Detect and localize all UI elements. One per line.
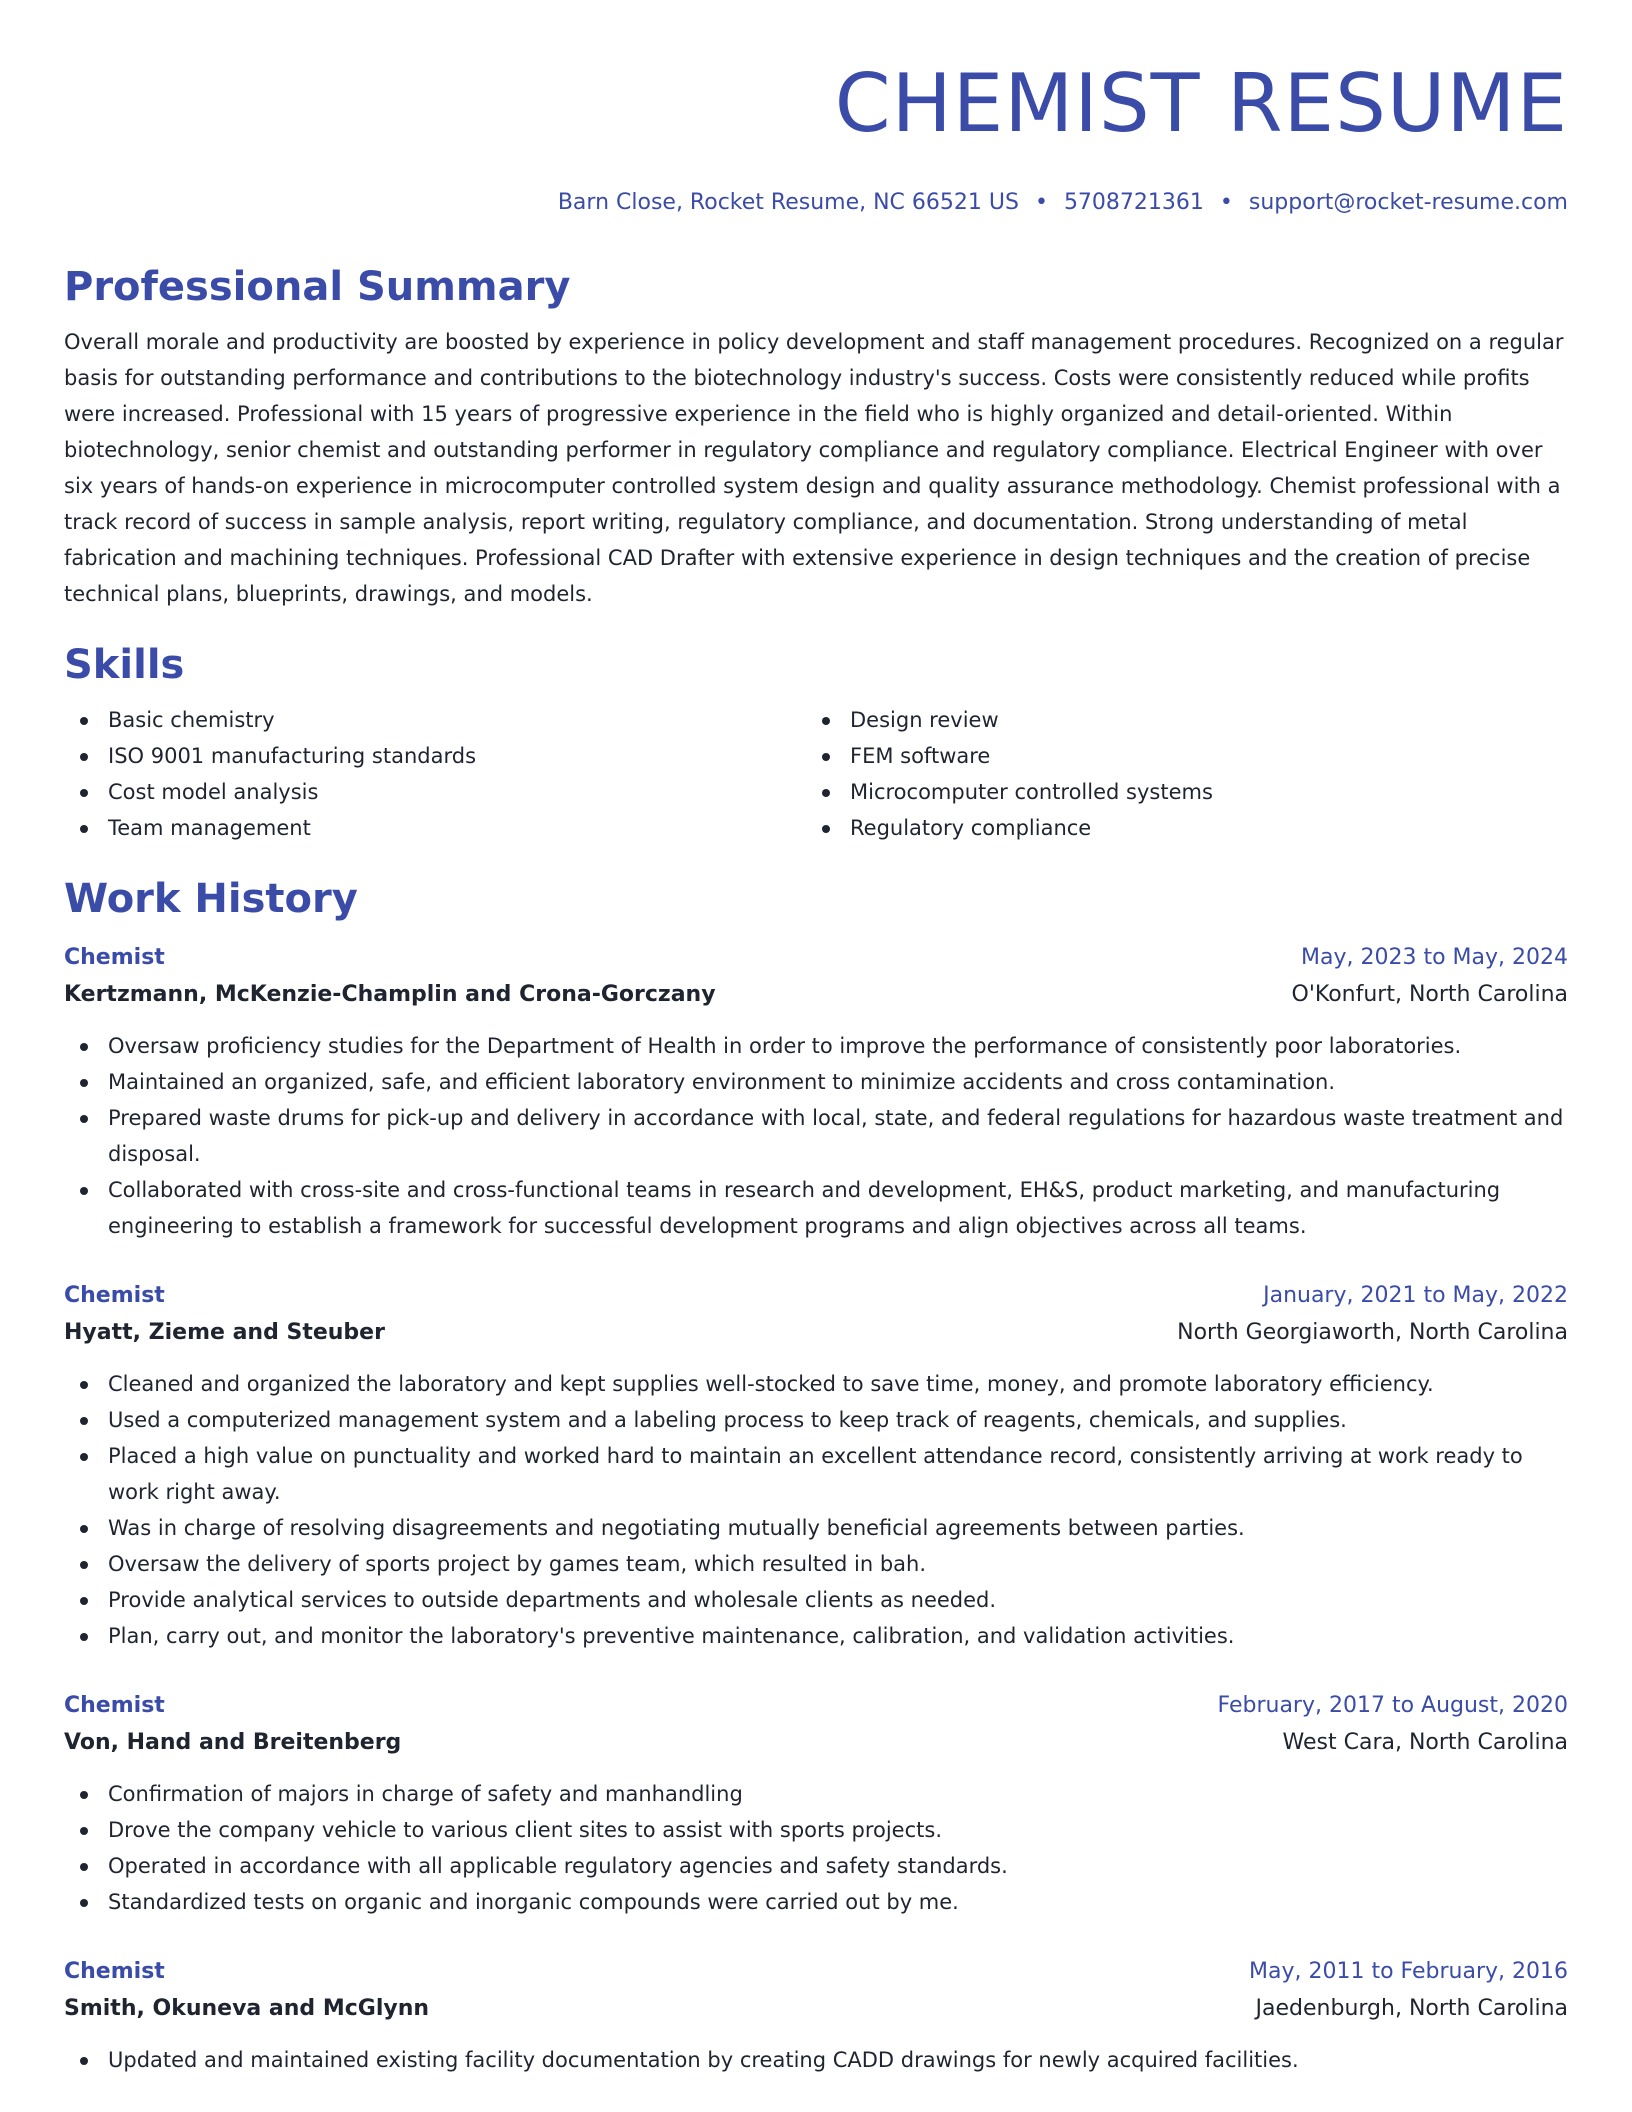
- job-company: Kertzmann, McKenzie-Champlin and Crona-Gorczany: [64, 982, 716, 1007]
- job-duty: Provide analytical services to outside departments and wholesale clients as needed.: [64, 1582, 1568, 1618]
- work-history-heading: Work History: [64, 876, 358, 922]
- skill-item: Team management: [64, 810, 806, 846]
- job-company: Smith, Okuneva and McGlynn: [64, 1996, 430, 2021]
- resume-title: CHEMIST RESUME: [834, 57, 1568, 150]
- job-dates: May, 2023 to May, 2024: [1301, 945, 1568, 970]
- job-duties: [64, 2042, 1568, 2078]
- skill-item: Cost model analysis: [64, 774, 806, 810]
- job-header: [64, 1688, 1568, 1724]
- skills-column-left: [64, 702, 806, 846]
- job-duties: [64, 1776, 1568, 1920]
- job-duty: Standardized tests on organic and inorganic compounds were carried out by me.: [64, 1884, 1568, 1920]
- job-header: [64, 940, 1568, 976]
- skill-item: Microcomputer controlled systems: [806, 774, 1548, 810]
- skill-item: Basic chemistry: [64, 702, 806, 738]
- job-subheader: [64, 1314, 1568, 1352]
- skill-item: Design review: [806, 702, 1548, 738]
- job-duties: [64, 1028, 1568, 1244]
- job-header: [64, 1954, 1568, 1990]
- job-entry: [64, 1954, 1568, 2078]
- job-location: Jaedenburgh, North Carolina: [1255, 1996, 1568, 2021]
- job-company: Hyatt, Zieme and Steuber: [64, 1320, 385, 1345]
- job-duty: Placed a high value on punctuality and worked hard to maintain an excellent attendance record, consistently arriving at work ready to work right away.: [64, 1438, 1568, 1510]
- job-location: North Georgiaworth, North Carolina: [1177, 1320, 1568, 1345]
- job-duty: Plan, carry out, and monitor the laboratory's preventive maintenance, calibration, and validation activities.: [64, 1618, 1568, 1654]
- summary-section: [64, 262, 1568, 612]
- contact-separator: •: [1219, 190, 1233, 215]
- skill-item: FEM software: [806, 738, 1548, 774]
- skills-heading: Skills: [64, 642, 185, 688]
- job-duty: Updated and maintained existing facility documentation by creating CADD drawings for newly acquired facilities.: [64, 2042, 1568, 2078]
- job-duty: Collaborated with cross-site and cross-functional teams in research and development, EH&S, product marketing, and manufacturing engineering to establish a framework for successful development programs and align objectives across all teams.: [64, 1172, 1568, 1244]
- job-dates: January, 2021 to May, 2022: [1263, 1283, 1568, 1308]
- job-duty: Drove the company vehicle to various client sites to assist with sports projects.: [64, 1812, 1568, 1848]
- job-location: West Cara, North Carolina: [1282, 1730, 1568, 1755]
- job-duty: Was in charge of resolving disagreements and negotiating mutually beneficial agreements between parties.: [64, 1510, 1568, 1546]
- job-duty: Oversaw the delivery of sports project by games team, which resulted in bah.: [64, 1546, 1568, 1582]
- job-subheader: [64, 976, 1568, 1014]
- job-duty: Cleaned and organized the laboratory and kept supplies well-stocked to save time, money, and promote laboratory efficiency.: [64, 1366, 1568, 1402]
- job-header: [64, 1278, 1568, 1314]
- contact-email: support@rocket-resume.com: [1248, 190, 1568, 215]
- summary-heading: Professional Summary: [64, 264, 571, 310]
- contact-phone: 5708721361: [1063, 190, 1204, 215]
- job-entry: [64, 940, 1568, 1244]
- job-duty: Oversaw proficiency studies for the Department of Health in order to improve the performance of consistently poor laboratories.: [64, 1028, 1568, 1064]
- job-duty: Prepared waste drums for pick-up and delivery in accordance with local, state, and federal regulations for hazardous waste treatment and disposal.: [64, 1100, 1568, 1172]
- job-duties: [64, 1366, 1568, 1654]
- summary-text: Overall morale and productivity are boosted by experience in policy development and staff management procedures. Recognized on a regular basis for outstanding performance and contributions to the biotechnology industry's success. Costs were consistently reduced while profits were increased. Professional with 15 years of progressive experience in the field who is highly organized and detail-oriented. Within biotechnology, senior chemist and outstanding performer in regulatory compliance and regulatory compliance. Electrical Engineer with over six years of hands-on experience in microcomputer controlled system design and quality assurance methodology. Chemist professional with a track record of success in sample analysis, report writing, regulatory compliance, and documentation. Strong understanding of metal fabrication and machining techniques. Professional CAD Drafter with extensive experience in design techniques and the creation of precise technical plans, blueprints, drawings, and models.: [64, 330, 1564, 606]
- job-entry: [64, 1278, 1568, 1654]
- job-dates: May, 2011 to February, 2016: [1249, 1959, 1568, 1984]
- job-location: O'Konfurt, North Carolina: [1291, 982, 1568, 1007]
- skill-item: ISO 9001 manufacturing standards: [64, 738, 806, 774]
- job-duty: Maintained an organized, safe, and efficient laboratory environment to minimize accidents and cross contamination.: [64, 1064, 1568, 1100]
- job-duty: Operated in accordance with all applicable regulatory agencies and safety standards.: [64, 1848, 1568, 1884]
- work-history-section: [64, 874, 1568, 2078]
- contact-line: [64, 188, 1568, 218]
- job-title: Chemist: [64, 1283, 165, 1308]
- skills-section: [64, 640, 1568, 846]
- job-title: Chemist: [64, 945, 165, 970]
- skill-item: Regulatory compliance: [806, 810, 1548, 846]
- job-duty: Confirmation of majors in charge of safety and manhandling: [64, 1776, 1568, 1812]
- skills-grid: [64, 702, 1568, 846]
- job-title: Chemist: [64, 1693, 165, 1718]
- job-company: Von, Hand and Breitenberg: [64, 1730, 402, 1755]
- skills-column-right: [806, 702, 1548, 846]
- job-subheader: [64, 1724, 1568, 1762]
- job-title: Chemist: [64, 1959, 165, 1984]
- contact-separator: •: [1034, 190, 1048, 215]
- job-duty: Used a computerized management system and a labeling process to keep track of reagents, chemicals, and supplies.: [64, 1402, 1568, 1438]
- contact-address: Barn Close, Rocket Resume, NC 66521 US: [557, 190, 1019, 215]
- job-subheader: [64, 1990, 1568, 2028]
- resume-page: [64, 0, 1568, 2078]
- job-entry: [64, 1688, 1568, 1920]
- job-dates: February, 2017 to August, 2020: [1217, 1693, 1568, 1718]
